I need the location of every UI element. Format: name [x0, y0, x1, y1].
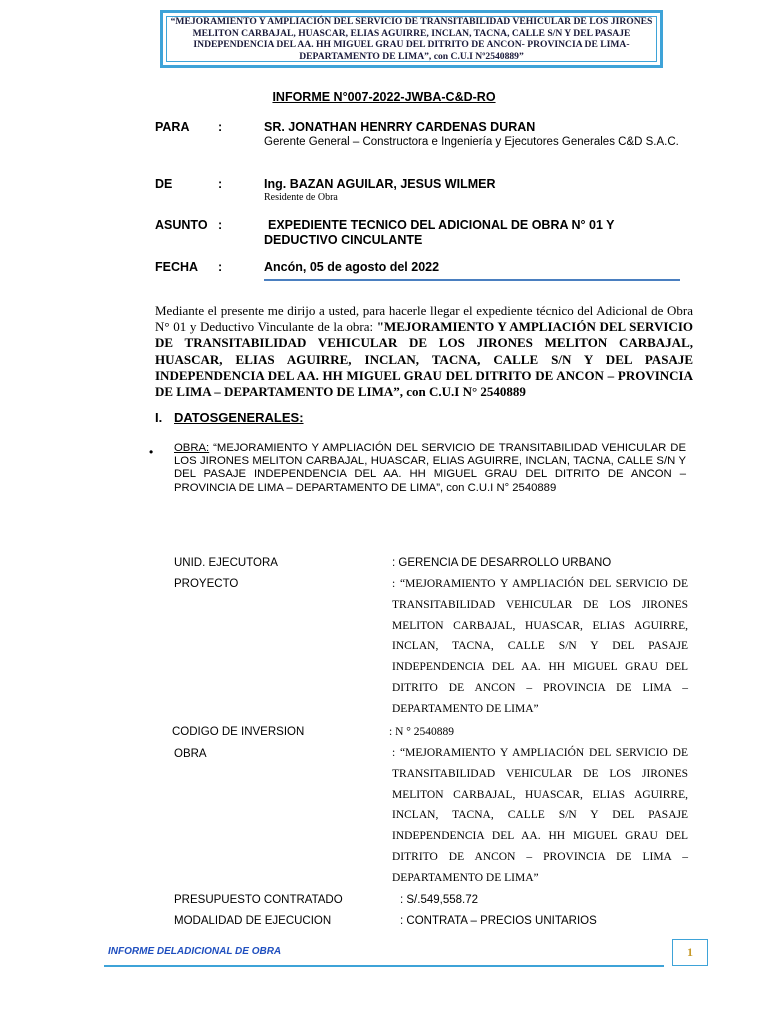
presupuesto-value: : S/.549,558.72 — [400, 894, 479, 906]
obra-value: : “MEJORAMIENTO Y AMPLIACIÓN DEL SERVICIO DE TRANSITABILIDAD VEHICULAR DE LOS JIRONES MELITON CARBAJAL, HUASCAR, ELIAS AGUIRRE, INCLAN, TACNA, CALLE S/N Y DEL PASAJE INDEPENDENCIA DEL AA. HH MIGUEL GRAU DEL DITRITO DE ANCON – PROVINCIA DE LIMA – DEPARTAMENTO DE LIMA” — [392, 747, 688, 884]
asunto-colon: : — [218, 218, 223, 232]
intro-project-title: "MEJORAMIENTO Y AMPLIACIÓN DEL SERVICIO DE TRANSITABILIDAD VEHICULAR DE LOS JIRONES MELITON CARBAJAL, HUASCAR, ELIAS AGUIRRE, INCLAN, TACNA, CALLE S/N Y DEL PASAJE INDEPENDENCIA DEL AA. HH MIGUEL GRAU DEL DITRITO DE ANCON – PROVINCIA DE LIMA – DEPARTAMENTO DE LIMA”, con C.U.I N° 2540889 — [155, 319, 693, 400]
section-title: DATOSGENERALES: — [174, 410, 304, 425]
fecha-colon: : — [218, 260, 223, 274]
memo-divider — [264, 279, 680, 281]
obra-bullet-paragraph — [174, 442, 686, 495]
de-name: Ing. BAZAN AGUILAR, JESUS WILMER — [264, 177, 496, 191]
fecha-label: FECHA — [155, 260, 199, 274]
para-role: Gerente General – Constructora e Ingeniería y Ejecutores Generales C&D S.A.C. — [264, 136, 679, 148]
para-colon: : — [218, 120, 223, 134]
section-number: I. — [155, 410, 163, 425]
de-label: DE — [155, 177, 173, 191]
para-name: SR. JONATHAN HENRRY CARDENAS DURAN — [264, 120, 536, 134]
footer-divider — [104, 965, 664, 967]
presupuesto-label: PRESUPUESTO CONTRATADO — [174, 894, 343, 906]
de-role: Residente de Obra — [264, 192, 338, 203]
fecha-value: Ancón, 05 de agosto del 2022 — [264, 260, 440, 274]
intro-paragraph — [155, 303, 693, 400]
unid-ejecutora-value: : GERENCIA DE DESARROLLO URBANO — [392, 557, 612, 569]
proyecto-value: : “MEJORAMIENTO Y AMPLIACIÓN DEL SERVICIO DE TRANSITABILIDAD VEHICULAR DE LOS JIRONES MELITON CARBAJAL, HUASCAR, ELIAS AGUIRRE, INCLAN, TACNA, CALLE S/N Y DEL PASAJE INDEPENDENCIA DEL AA. HH MIGUEL GRAU DEL DITRITO DE ANCON – PROVINCIA DE LIMA – DEPARTAMENTO DE LIMA” — [392, 578, 688, 715]
page-number: 1 — [672, 939, 708, 966]
unid-ejecutora-label: UNID. EJECUTORA — [174, 557, 278, 569]
header-box — [160, 10, 663, 68]
obra-bullet-text: “MEJORAMIENTO Y AMPLIACIÓN DEL SERVICIO DE TRANSITABILIDAD VEHICULAR DE LOS JIRONES MELITON CARBAJAL, HUASCAR, ELIAS AGUIRRE, INCLAN, TACNA, CALLE S/N Y DEL PASAJE INDEPENDENCIA DEL AA. HH MIGUEL GRAU DEL DITRITO DE ANCON – PROVINCIA DE LIMA – DEPARTAMENTO DE LIMA”, con C.U.I N° 2540889 — [174, 442, 686, 494]
modalidad-value: : CONTRATA – PRECIOS UNITARIOS — [400, 915, 597, 927]
intro-lead: Mediante el presente me dirijo a usted, para hacerle llegar el expediente técnico del Adicional de Obra N° 01 y Deductivo Vinculante de la obra: — [155, 303, 693, 335]
report-title: INFORME N°007-2022-JWBA-C&D-RO — [272, 90, 496, 104]
header-title: “MEJORAMIENTO Y AMPLIACIÓN DEL SERVICIO DE TRANSITABILIDAD VEHICULAR DE LOS JIRONES MELITON CARBAJAL, HUASCAR, ELIAS AGUIRRE, INCLAN, TACNA, CALLE S/N Y DEL PASAJE INDEPENDENCIA DEL AA. HH MIGUEL GRAU DEL DITRITO DE ANCON- PROVINCIA DE LIMA-DEPARTAMENTO DE LIMA”, con C.U.I Nº2540889” — [170, 16, 653, 62]
de-colon: : — [218, 177, 223, 191]
modalidad-label: MODALIDAD DE EJECUCION — [174, 915, 332, 927]
asunto-line1: EXPEDIENTE TECNICO DEL ADICIONAL DE OBRA N° 01 Y — [268, 218, 615, 232]
asunto-line2: DEDUCTIVO CINCULANTE — [264, 233, 423, 247]
bullet-dot: • — [149, 445, 154, 459]
codigo-inversion-value: : N ° 2540889 — [389, 726, 454, 738]
obra-bullet-label: OBRA: — [174, 442, 210, 454]
para-label: PARA — [155, 120, 190, 134]
footer-title: INFORME DELADICIONAL DE OBRA — [108, 946, 282, 957]
asunto-label: ASUNTO — [155, 218, 208, 232]
obra-label: OBRA — [174, 748, 207, 760]
codigo-inversion-label: CODIGO DE INVERSION — [172, 726, 305, 738]
proyecto-label: PROYECTO — [174, 578, 239, 590]
